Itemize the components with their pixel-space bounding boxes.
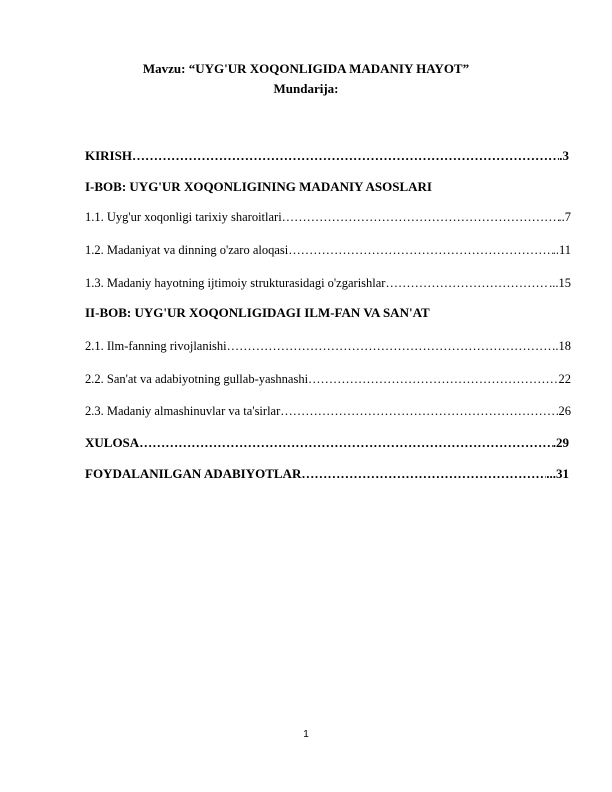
toc-leader-dots xyxy=(282,210,559,225)
toc-entry-text: XULOSA xyxy=(85,435,140,450)
toc-leader-dots xyxy=(288,243,552,258)
toc-entry-page: .29 xyxy=(552,435,569,450)
toc-entry-conclusion xyxy=(85,435,569,451)
toc-leader-dots xyxy=(132,148,559,164)
toc-entry-1-2 xyxy=(85,243,571,258)
toc-leader-dots xyxy=(385,276,549,291)
toc-entry-text: KIRISH xyxy=(85,148,132,163)
toc-entry-text: 1.2. Madaniyat va dinning o'zaro aloqasi xyxy=(85,243,289,257)
toc-entry-text: 1.1. Uyg'ur xoqonligi tarixiy sharoitlari xyxy=(85,210,282,224)
toc-leader-dots xyxy=(280,404,558,419)
toc-entry-page: .3 xyxy=(559,148,569,163)
toc-leader-dots xyxy=(308,372,558,387)
toc-leader-dots xyxy=(227,339,556,354)
chapter-1-heading: I-BOB: UYG'UR XOQONLIGINING MADANIY ASOSLARI xyxy=(85,179,432,194)
toc-entry-page: .18 xyxy=(555,339,571,353)
toc-entry-page: ..7 xyxy=(558,210,571,224)
toc-leader-dots xyxy=(139,435,553,451)
toc-entry-1-1 xyxy=(85,210,571,225)
toc-entry-references xyxy=(85,466,569,482)
toc-entry-page: ...31 xyxy=(546,466,569,481)
toc-entry-page: 22 xyxy=(558,372,571,386)
toc-entry-text: 1.3. Madaniy hayotning ijtimoiy strukturasidagi o'zgarishlar xyxy=(85,276,386,290)
toc-entry-text: FOYDALANILGAN ADABIYOTLAR xyxy=(85,466,302,481)
table-of-contents-heading: Mundarija: xyxy=(273,81,339,96)
toc-entry-intro xyxy=(85,148,569,164)
toc-entry-text: 2.1. Ilm-fanning rivojlanishi xyxy=(85,339,227,353)
toc-entry-2-1 xyxy=(85,339,571,354)
toc-entry-text: 2.3. Madaniy almashinuvlar va ta'sirlar xyxy=(85,404,281,418)
toc-entry-1-3 xyxy=(85,276,571,291)
toc-entry-page: 26 xyxy=(558,404,571,418)
toc-entry-text: 2.2. San'at va adabiyotning gullab-yashnashi xyxy=(85,372,309,386)
toc-entry-2-2 xyxy=(85,372,571,387)
page-number: 1 xyxy=(303,729,309,740)
toc-entry-2-3 xyxy=(85,404,571,419)
toc-entry-page: ..11 xyxy=(552,243,571,257)
toc-leader-dots xyxy=(301,466,546,482)
toc-entry-page: ...15 xyxy=(549,276,571,290)
document-title: Mavzu: “UYG'UR XOQONLIGIDA MADANIY HAYOT” xyxy=(142,61,470,76)
chapter-2-heading: II-BOB: UYG'UR XOQONLIGIDAGI ILM-FAN VA SAN'AT xyxy=(85,305,430,320)
